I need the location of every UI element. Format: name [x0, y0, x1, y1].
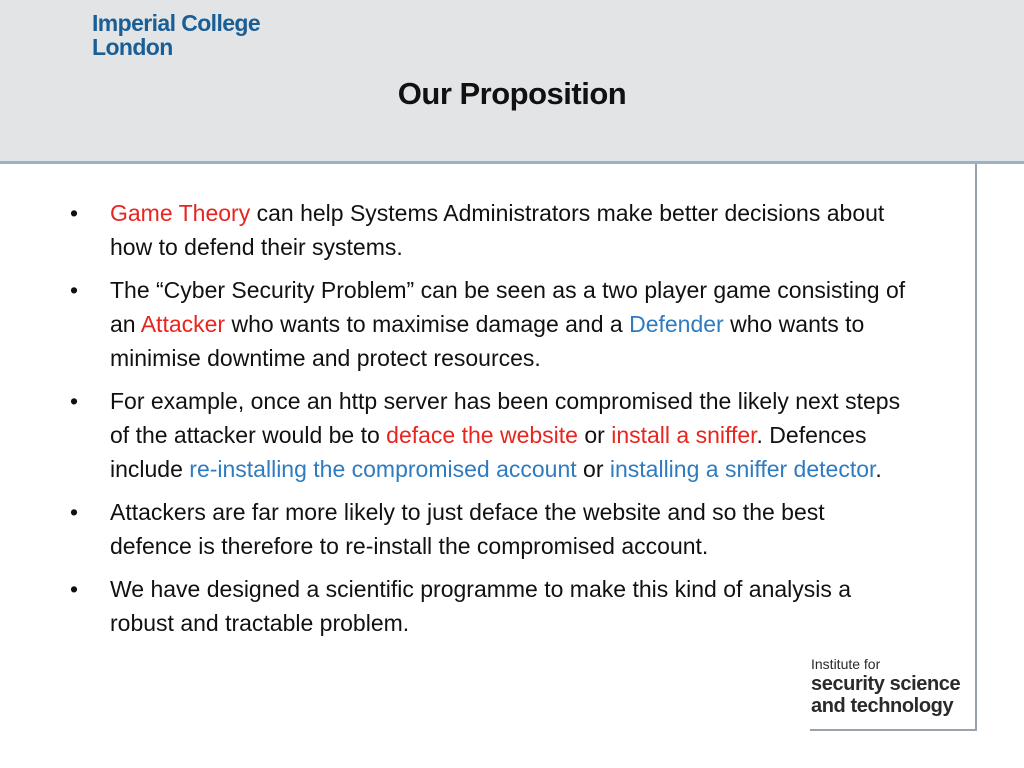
bullet-item: [70, 384, 910, 486]
bullet-text-segment: .: [875, 456, 882, 482]
bullet-text-segment: Game Theory: [110, 200, 251, 226]
bullet-text-segment: can help Systems Administrators make better decisions about how to defend their systems.: [110, 200, 885, 260]
bullet-text-segment: The “Cyber Security Problem” can be seen as a two player game consisting of an: [110, 277, 906, 337]
institute-logo-line-2: security science: [811, 673, 961, 695]
institute-logo-line-1: Institute for: [811, 656, 881, 672]
bullet-text-segment: For example, once an http server has been compromised the likely next steps of the attacker would be to: [110, 388, 901, 448]
bullet-text-segment: re-installing the compromised account: [189, 456, 577, 482]
slide-title: Our Proposition: [397, 76, 627, 111]
bullet-item: [70, 273, 910, 375]
institute-logo: [811, 656, 960, 717]
bullet-text-segment: Defender: [629, 311, 724, 337]
bottom-border-line: [810, 729, 977, 731]
bullet-item: [70, 495, 910, 563]
bullet-text-segment: or: [577, 422, 612, 448]
bullet-text-segment: We have designed a scientific programme to make this kind of analysis a robust and tractable problem.: [110, 576, 852, 636]
logo-line-1: Imperial College: [92, 10, 261, 36]
bullet-dot: •: [70, 277, 79, 303]
bullet-item: [70, 196, 910, 264]
bullet-text-segment: installing a sniffer detector: [609, 456, 876, 482]
bullet-text-segment: Attackers are far more likely to just deface the website and so the best defence is therefore to re-install the compromised account.: [110, 499, 825, 559]
bullet-text-segment: deface the website: [386, 422, 578, 448]
institute-logo-line-3: and technology: [811, 695, 954, 717]
bullet-text-segment: Attacker: [140, 311, 226, 337]
logo-line-2: London: [92, 34, 173, 60]
bullet-dot: •: [70, 388, 79, 414]
bullet-item: [70, 572, 910, 640]
bullet-text-segment: or: [576, 456, 610, 482]
bullet-list: [70, 196, 910, 649]
bullet-dot: •: [70, 200, 79, 226]
bullet-text-segment: . Defences include: [110, 422, 867, 482]
slide-header: [0, 0, 1024, 164]
bullet-text-segment: install a sniffer: [611, 422, 757, 448]
bullet-text-segment: who wants to minimise downtime and protect resources.: [110, 311, 865, 371]
right-border-line: [975, 164, 977, 731]
bullet-dot: •: [70, 499, 79, 525]
bullet-text-segment: who wants to maximise damage and a: [225, 311, 630, 337]
imperial-college-logo: [92, 11, 260, 59]
bullet-dot: •: [70, 576, 79, 602]
